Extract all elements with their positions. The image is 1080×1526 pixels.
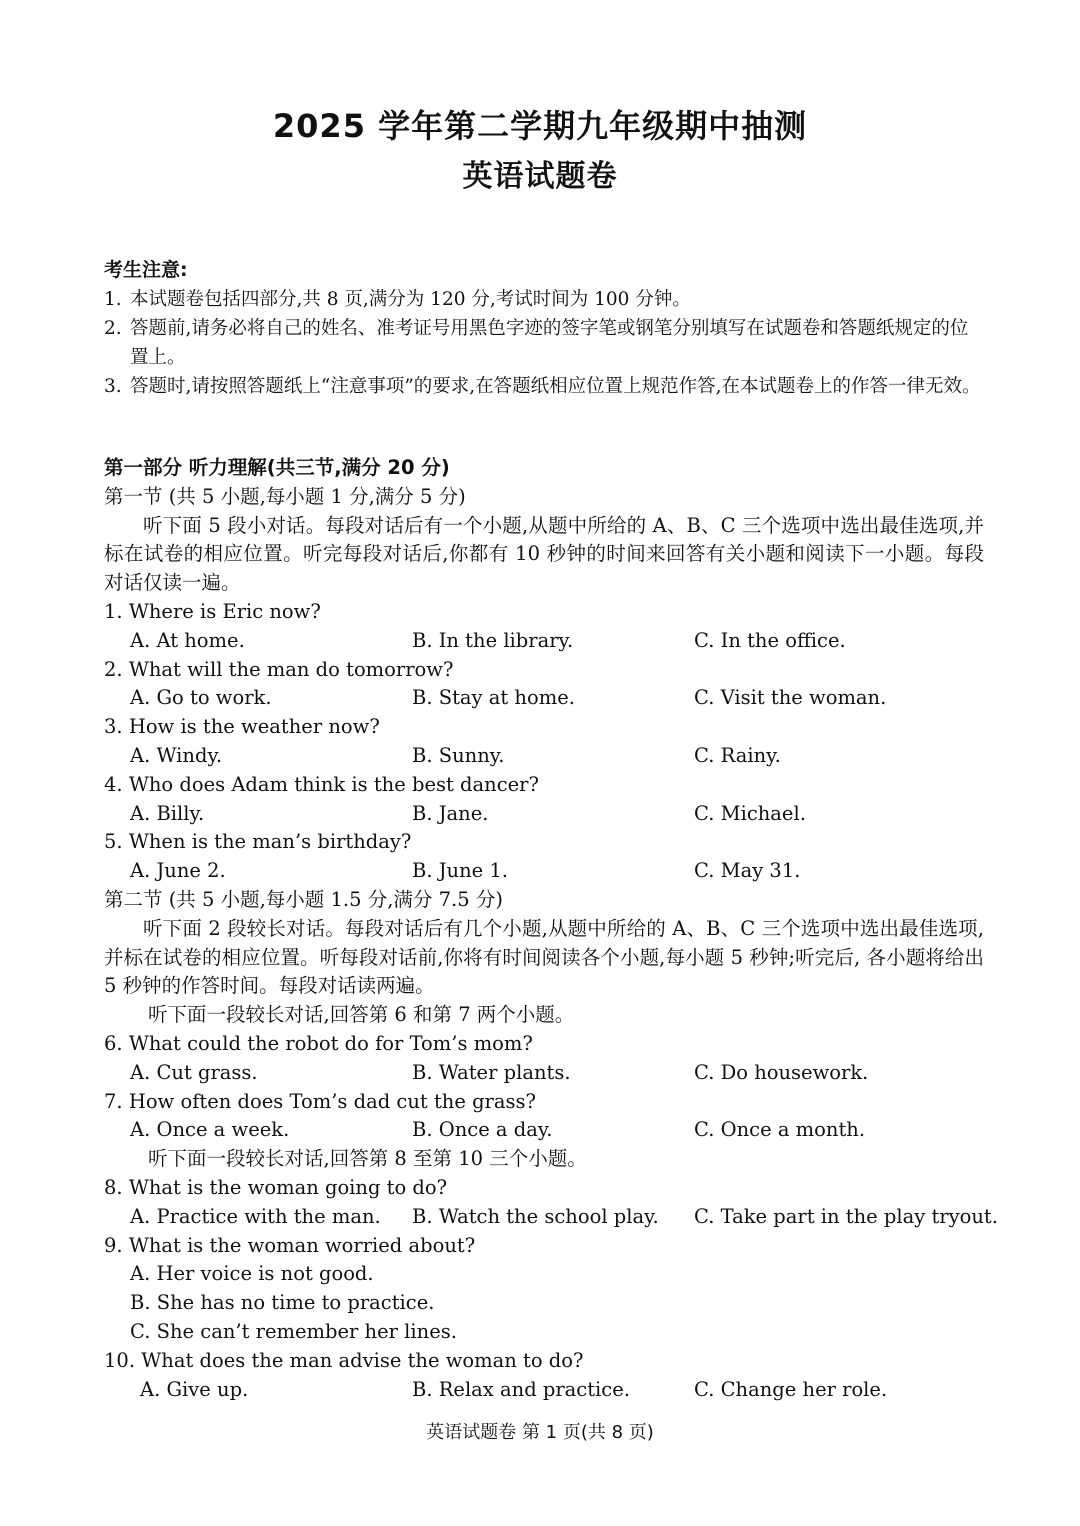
option-b: B. In the library. <box>412 628 574 652</box>
option-a: A. Once a week. <box>130 1118 290 1142</box>
notice-item <box>104 285 984 314</box>
option-c: C. In the office. <box>694 628 846 652</box>
notice-item <box>104 314 984 372</box>
part1-heading: 第一部分 听力理解(共三节,满分 20 分) <box>104 456 450 479</box>
option-c: C. May 31. <box>694 859 801 883</box>
option-c: C. Do housework. <box>694 1060 869 1084</box>
option-b: B. Jane. <box>412 801 489 825</box>
option-b: B. Once a day. <box>412 1118 553 1142</box>
question-number: 2. <box>104 657 123 681</box>
question-text: How is the weather now? <box>128 715 380 739</box>
question-7 <box>104 1088 984 1117</box>
option-b: B. Water plants. <box>412 1060 571 1084</box>
notice-item-number: 2. <box>104 318 122 339</box>
question-number: 10. <box>104 1348 136 1372</box>
question-5 <box>104 828 984 857</box>
option-a: A. Her voice is not good. <box>130 1262 374 1286</box>
notice-heading: 考生注意: <box>104 259 188 281</box>
option-a: A. Cut grass. <box>130 1060 258 1084</box>
question-number: 7. <box>104 1089 123 1113</box>
option-a: A. Windy. <box>130 743 223 767</box>
option-b: B. Watch the school play. <box>412 1204 659 1228</box>
dialogue1-intro: 听下面一段较长对话,回答第 6 和第 7 两个小题。 <box>148 1003 575 1027</box>
question-number: 4. <box>104 772 123 796</box>
notice-item <box>104 372 984 401</box>
question-text: What is the woman worried about? <box>128 1233 476 1257</box>
option-c: C. Change her role. <box>694 1377 888 1401</box>
question-text: Where is Eric now? <box>128 599 321 623</box>
option-b: B. Stay at home. <box>412 686 575 710</box>
option-c: C. Take part in the play tryout. <box>694 1204 998 1228</box>
question-number: 1. <box>104 599 123 623</box>
option-a: A. Billy. <box>130 801 205 825</box>
option-c: C. Visit the woman. <box>694 686 887 710</box>
option-b: B. June 1. <box>412 859 509 883</box>
notice-item-text: 本试题卷包括四部分,共 8 页,满分为 120 分,考试时间为 100 分钟。 <box>130 289 691 310</box>
question-8-options <box>104 1203 998 1232</box>
question-number: 9. <box>104 1233 123 1257</box>
exam-title: 2025 学年第二学期九年级期中抽测 <box>272 107 808 145</box>
listening-part <box>104 454 998 1404</box>
notice-item-number: 1. <box>104 289 122 310</box>
option-a: A. Practice with the man. <box>130 1204 381 1228</box>
question-text: What will the man do tomorrow? <box>128 657 454 681</box>
question-4 <box>104 771 984 800</box>
question-text: When is the man’s birthday? <box>128 830 412 854</box>
notice-item-text: 答题时,请按照答题纸上“注意事项”的要求,在答题纸相应位置上规范作答,在本试题卷上的作答一律无效。 <box>130 376 981 397</box>
option-c: C. Michael. <box>694 801 806 825</box>
section1-instructions: 听下面 5 段小对话。每段对话后有一个小题,从题中所给的 A、B、C 三个选项中选出最佳选项,并标在试卷的相应位置。听完每段对话后,你都有 10 秒钟的时间来回答有关小题和阅读下一小题。每段对话仅读一遍。 <box>104 513 984 595</box>
question-2-options <box>104 684 984 713</box>
question-6-options <box>104 1059 984 1088</box>
question-1-options <box>104 627 984 656</box>
question-4-options <box>104 800 984 829</box>
question-7-options <box>104 1116 984 1145</box>
question-3-options <box>104 742 984 771</box>
section2-heading: 第二节 (共 5 小题,每小题 1.5 分,满分 7.5 分) <box>104 887 503 911</box>
page-footer: 英语试题卷 第 1 页(共 8 页) <box>426 1422 654 1443</box>
question-3 <box>104 713 984 742</box>
section2-instructions: 听下面 2 段较长对话。每段对话后有几个小题,从题中所给的 A、B、C 三个选项中选出最佳选项,并标在试卷的相应位置。听每段对话前,你将有时间阅读各个小题,每小题 5 秒钟;听完后, 各小题将给出 5 秒钟的作答时间。每段对话读两遍。 <box>104 916 984 998</box>
option-a: A. Go to work. <box>130 686 272 710</box>
exam-subtitle: 英语试题卷 <box>462 159 618 194</box>
question-6 <box>104 1030 984 1059</box>
question-number: 3. <box>104 715 123 739</box>
question-number: 5. <box>104 830 123 854</box>
section1-heading: 第一节 (共 5 小题,每小题 1 分,满分 5 分) <box>104 484 466 508</box>
question-5-options <box>104 857 984 886</box>
option-b: B. Relax and practice. <box>412 1377 630 1401</box>
option-c: C. Once a month. <box>694 1118 866 1142</box>
question-10-options <box>104 1376 984 1405</box>
question-number: 8. <box>104 1175 123 1199</box>
option-c: C. Rainy. <box>694 743 781 767</box>
dialogue2-intro: 听下面一段较长对话,回答第 8 至第 10 三个小题。 <box>148 1147 587 1171</box>
option-a: A. At home. <box>130 628 245 652</box>
question-10 <box>104 1347 984 1376</box>
option-c: C. She can’t remember her lines. <box>130 1319 457 1343</box>
notice-item-number: 3. <box>104 376 122 397</box>
option-b: B. She has no time to practice. <box>130 1291 435 1315</box>
question-8 <box>104 1174 984 1203</box>
question-9 <box>104 1232 984 1261</box>
question-text: What does the man advise the woman to do? <box>141 1348 584 1372</box>
question-2 <box>104 656 984 685</box>
question-number: 6. <box>104 1031 123 1055</box>
question-text: What is the woman going to do? <box>128 1175 448 1199</box>
option-a: A. June 2. <box>130 859 226 883</box>
question-1 <box>104 598 984 627</box>
question-text: What could the robot do for Tom’s mom? <box>128 1031 533 1055</box>
question-text: Who does Adam think is the best dancer? <box>128 772 539 796</box>
notice-item-text: 答题前,请务必将自己的姓名、准考证号用黑色字迹的签字笔或钢笔分别填写在试题卷和答题纸规定的位置上。 <box>130 318 969 368</box>
question-text: How often does Tom’s dad cut the grass? <box>128 1089 536 1113</box>
option-a: A. Give up. <box>140 1377 249 1401</box>
candidate-notice <box>104 255 984 401</box>
option-b: B. Sunny. <box>412 743 505 767</box>
